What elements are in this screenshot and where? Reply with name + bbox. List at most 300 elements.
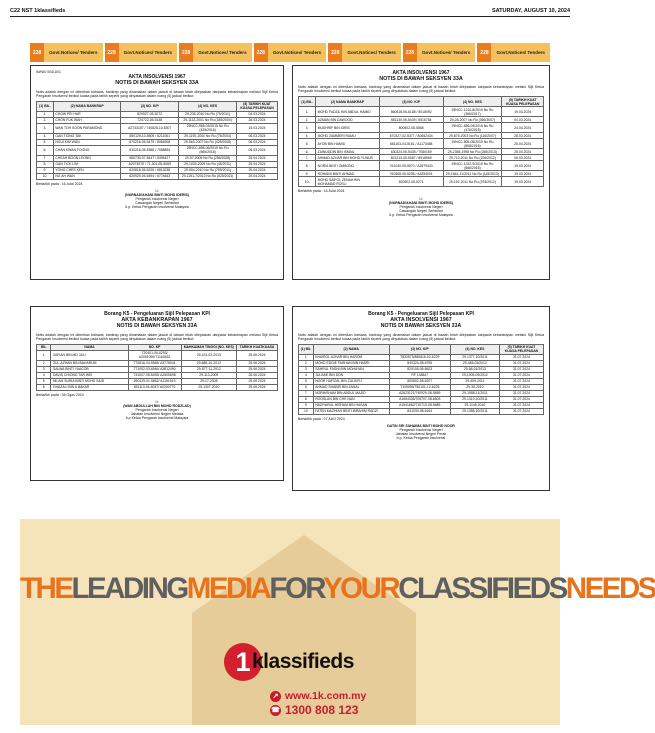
notice-title: NOTIS DI BAWAH SEKSYEN 33A bbox=[115, 80, 199, 87]
table-cell: MOHD FADZIL BIN ABDUL HAMID bbox=[316, 107, 380, 117]
table-cell: 31.07.2024 bbox=[499, 384, 543, 390]
table-cell: 31.07.2024 bbox=[499, 372, 543, 378]
table-cell: 15.03.2024 bbox=[502, 161, 544, 171]
logo-wordmark: klassifieds bbox=[252, 650, 354, 673]
table-cell: 31.07.2024 bbox=[499, 354, 543, 360]
tag-word: LEADING bbox=[71, 572, 187, 605]
notice-signature bbox=[298, 424, 544, 440]
tag-word: YOUR bbox=[323, 572, 399, 605]
notice-intro: Notis adalah dengan ini diberikan bahawa, bankrap yang dinamakan dalam jadual di bawah telah dilepaskan daripada kebankrapan melalui Sijil Ketua Pengarah Insolvensi berikut kuasa pada tarikh seperti yang dinyatakan dalam ruang (5) jadual berikut: bbox=[298, 85, 544, 94]
table-cell: 25.04.2024 bbox=[236, 167, 277, 173]
table-row bbox=[37, 145, 278, 155]
table-cell: 29-1307-2010 bbox=[181, 384, 236, 390]
table-cell: 29-1151-7/2013 No Ru (625/2021) bbox=[179, 173, 237, 179]
tab-number: 228 bbox=[179, 43, 193, 62]
table-header-row bbox=[299, 344, 544, 354]
table-cell: 9 bbox=[299, 402, 314, 408]
table-cell: 9. bbox=[37, 167, 54, 173]
table-cell: AZMAN BIN DAWOOD bbox=[316, 117, 380, 123]
tab-govt-notices[interactable] bbox=[403, 43, 476, 62]
table-cell: 29-563-2007 No Ru (425/2008) bbox=[179, 139, 237, 145]
table-cell: AHMAD AZHAR BIN MOHD YUNUS bbox=[316, 155, 380, 161]
table-cell: 720401-06-6293/ A2051059/T1163432 bbox=[128, 350, 181, 360]
table-row bbox=[299, 107, 544, 117]
table-cell: 29NCC-898-06/2015 No Ru (665/2016) bbox=[179, 145, 237, 155]
signature-line: DATIN SRI SUHAIMA BINTI MOHD NOOR bbox=[387, 424, 455, 428]
table-cell: 8. bbox=[37, 161, 54, 167]
signature-line: t.t bbox=[419, 196, 423, 201]
column-header: BIL bbox=[37, 344, 51, 350]
column-header: (1) BIL. bbox=[37, 101, 54, 111]
tab-govt-notices[interactable] bbox=[179, 43, 252, 62]
table-cell: 25.06.2024 bbox=[237, 372, 278, 378]
table-row bbox=[299, 161, 544, 171]
tab-label: Govt.Notices/ Tenders bbox=[49, 49, 98, 55]
table-cell: 10. bbox=[37, 173, 54, 179]
table-cell: 31.07.2024 bbox=[499, 396, 543, 402]
table-cell: 4. bbox=[37, 133, 54, 139]
tab-govt-notices[interactable] bbox=[30, 43, 103, 62]
column-header: (2) NAMA BANKRAP bbox=[53, 101, 120, 111]
table-cell: 19.03.2024 bbox=[502, 177, 544, 187]
table-cell: 800502-08-5565 bbox=[379, 123, 443, 133]
table-cell: 25.06.2024 bbox=[237, 366, 278, 372]
table-cell: ZUL-AZHAN BIN BAHARUM bbox=[51, 360, 128, 366]
notice-signature bbox=[36, 189, 278, 209]
table-cell: SALWA BINTI YAACOB bbox=[51, 366, 128, 372]
table-cell: ZAFIAN BIN MD JALI bbox=[51, 350, 128, 360]
table-cell: 25.06.2024 bbox=[237, 360, 278, 366]
column-header: (5) TARIKH KUAT KUASA PELEPASAN bbox=[499, 344, 543, 354]
table-cell: 29-504-2010 No Ru (755/2011) bbox=[179, 167, 237, 173]
table-cell: 29-877-11-2012 bbox=[181, 366, 236, 372]
tab-govt-notices[interactable] bbox=[477, 43, 550, 62]
table-cell: CHON FUK WAH bbox=[53, 117, 120, 123]
page-header-date: SATURDAY, AUGUST 10, 2024 bbox=[491, 8, 570, 14]
column-header: (1) BIL bbox=[299, 344, 314, 354]
table-cell: 29-1661-11/2011 No Ru (116/2013) bbox=[443, 171, 502, 177]
table-cell: 28.03.2024 bbox=[502, 133, 544, 139]
table-cell: KHAIROL AZHAR BIN HAROM bbox=[313, 354, 389, 360]
table-cell: 29NCC-1210-8/2015 No Ru (366/2017) bbox=[443, 107, 502, 117]
column-header: (5) TARIKH KUAT KUASA PELEPASAN bbox=[502, 97, 544, 107]
logo-number-badge: 1 bbox=[224, 643, 262, 681]
table-cell: 731007-05-5493/ A2505698 bbox=[128, 372, 181, 378]
table-cell: ROOSLAN BIN CHE NAN bbox=[313, 396, 389, 402]
table-cell: 29-1319-10/2011 bbox=[450, 396, 499, 402]
table-cell: 25.04.2024 bbox=[502, 139, 544, 149]
tab-number: 228 bbox=[105, 43, 119, 62]
signature-line: Pengarah Insolvensi Negeri bbox=[135, 408, 179, 413]
table-cell: 29-875-2003 No Ru (116/2007) bbox=[443, 133, 502, 139]
notice-title: AKTA INSOLVENSI 1967 bbox=[128, 74, 186, 81]
table-cell: 7. bbox=[37, 155, 54, 161]
table-cell: 6. bbox=[299, 149, 316, 155]
page-header-left: C22 NST 1klassifieds bbox=[10, 8, 66, 14]
table-cell: 24.04.2024 bbox=[502, 123, 544, 133]
table-cell: 1 bbox=[37, 350, 51, 360]
tag-word: NEEDS bbox=[565, 572, 655, 605]
signature-line: (NURNADIAHANI BINTI MOHD IDERIS) bbox=[389, 200, 453, 205]
advert-website[interactable]: www.1k.com.my bbox=[285, 690, 367, 702]
table-cell: A2623121/740929-08-5659 bbox=[389, 390, 450, 396]
signature-line: t.t bbox=[155, 400, 159, 404]
table-cell: 31.07.2024 bbox=[499, 360, 543, 366]
tab-number: 228 bbox=[30, 43, 44, 62]
phone-icon: ☎ bbox=[270, 705, 281, 716]
table-cell: AYOB BIN HAMID bbox=[316, 139, 380, 149]
table-header-row bbox=[37, 101, 278, 111]
table-cell: 10. bbox=[299, 177, 316, 187]
table-cell: 5. bbox=[299, 139, 316, 149]
table-cell: 29NCC-1312-9/2015 No Ru (666/2016) bbox=[443, 161, 502, 171]
signature-line: Cawangan Negeri Sembilan bbox=[399, 208, 443, 213]
table-cell: WAN TOH SOON PARAMOND bbox=[53, 123, 120, 133]
table-cell: GHAZALI BIN A BAKAR bbox=[51, 384, 128, 390]
table-cell: 4. bbox=[299, 133, 316, 139]
notice-title: Borang K5 - Pengeluaran Sijil Pelepasan KPI bbox=[368, 311, 474, 317]
table-row bbox=[299, 123, 544, 133]
tab-number: 228 bbox=[328, 43, 342, 62]
table-cell: 06.03.2024 bbox=[236, 139, 277, 145]
table-cell: MOHD EDDIE FARHAN BIN HASRI bbox=[313, 360, 389, 366]
table-cell: 841030-08-6164 bbox=[389, 408, 450, 414]
table-cell: 560516-06-6185 / 5018092 bbox=[379, 107, 443, 117]
table-cell: 3 bbox=[299, 366, 314, 372]
signature-line: t.t bbox=[155, 189, 159, 194]
table-cell: NOOR HAFIZAL BIN ZULKIFLI bbox=[313, 378, 389, 384]
table-cell: JULIMIE BIN DON bbox=[313, 372, 389, 378]
table-cell: 25.04.2024 bbox=[502, 149, 544, 155]
table-cell: 29-1149-2010 bbox=[450, 402, 499, 408]
table-cell: 29-192-2011 No Ru (376/2012) bbox=[443, 177, 502, 187]
table-cell: 7 bbox=[299, 390, 314, 396]
signature-line: b.p. Ketua Pengarah Insolvensi Malaysia bbox=[389, 213, 453, 218]
table-cell: CHAN KWAN FOONG bbox=[53, 145, 120, 155]
table-cell: 7. bbox=[299, 155, 316, 161]
table-cell: 29-131-02-2013 bbox=[181, 350, 236, 360]
column-header: (2) NAMA bbox=[313, 344, 389, 354]
notice-title: NOTIS DI BAWAH SEKSYEN 33A bbox=[116, 323, 198, 330]
table-cell: 25.06.2024 bbox=[237, 378, 278, 384]
signature-line: Jabatan Insolvensi Negeri Melaka bbox=[130, 412, 184, 417]
column-header: NAMA bbox=[51, 344, 128, 350]
table-cell: 620818-05-5225 / 6813238 bbox=[121, 167, 179, 173]
table-cell: 610216-05-5368 / 7088894 bbox=[121, 145, 179, 155]
tab-label: Govt.Notices/ Tenders bbox=[347, 49, 396, 55]
advert-contact bbox=[270, 689, 366, 717]
signature-line: Pengarah Insolvensi Negeri bbox=[399, 428, 443, 433]
table-header-row bbox=[299, 97, 544, 107]
table-cell: T832573/850816-02-5229 bbox=[389, 354, 450, 360]
table-row bbox=[299, 408, 544, 414]
table-cell: 681103-04-5161 / A1173458 bbox=[379, 139, 443, 149]
table-cell: 31.07.2024 bbox=[499, 402, 543, 408]
table-cell: A1654335/700707-08-6503 bbox=[389, 396, 450, 402]
table-cell: 821213-05-5087 / 8918969 bbox=[379, 155, 443, 161]
cursor-icon: ↗ bbox=[270, 691, 281, 702]
table-cell: 25.04.2024 bbox=[236, 155, 277, 161]
table-cell: 10 bbox=[299, 408, 314, 414]
table-cell: NGUI KIM WAN bbox=[53, 139, 120, 145]
notice-intro: Notis adalah dengan ini diberikan bahawa, bankrap yang dinamakan dalam jadual di bawah telah dilepaskan daripada kebankrapan melalui Sijil Ketua Pengarah Insolvensi berikut kuasa pada tarikh seperti yang dinyatakan dalam ruang (5) jadual berikut: bbox=[36, 89, 278, 98]
table-cell: MUSHRIF BIN IDRIS bbox=[316, 123, 380, 133]
notice-title: Borang K5 - Pengeluaran Sijil Pelepasan KPI bbox=[104, 311, 210, 317]
table-cell: 06.03.2024 bbox=[502, 155, 544, 161]
table-cell: 5 bbox=[299, 378, 314, 384]
table-cell: SAHRUL FASHI BIN MOHAYAN bbox=[313, 366, 389, 372]
table-cell: 2. bbox=[299, 117, 316, 123]
table-cell: 31.07.2024 bbox=[499, 408, 543, 414]
tab-label: Govt.Notices/ Tenders bbox=[198, 49, 247, 55]
column-header: (3) NO. K/P bbox=[121, 101, 179, 111]
notice-table bbox=[298, 96, 544, 187]
table-cell: ZAINUDDIN BIN ISMAIL bbox=[316, 149, 380, 155]
tag-word: FOR bbox=[269, 572, 323, 605]
table-cell: 720722-05-5148 bbox=[121, 117, 179, 123]
table-cell: 04.03.2024 bbox=[236, 111, 277, 117]
table-cell: NG AH WAN bbox=[53, 173, 120, 179]
notice-title: AKTA INSOLVENSI 1967 bbox=[390, 317, 452, 323]
table-cell: 820527-05-5272 bbox=[121, 111, 179, 117]
table-cell: 771002-03-6946/ A3812490 bbox=[128, 366, 181, 372]
table-cell: A2733157 / 740825-10-5307 bbox=[121, 123, 179, 133]
tag-word: MEDIA bbox=[186, 572, 270, 605]
notice-date: Bertarikh pada : 16 Julai 2024 bbox=[298, 189, 345, 194]
table-cell: MOHD ZAMMERI RAMLI bbox=[316, 133, 380, 139]
table-cell: 770816-04-5565/ A3778041 bbox=[128, 360, 181, 366]
table-cell: 29-1190-2000 No Ru (75/2004) bbox=[179, 133, 237, 139]
table-cell: 29-486-03/2012 bbox=[450, 360, 499, 366]
table-cell: 25.06.2024 bbox=[237, 350, 278, 360]
table-cell: 29NCC-965-03/2015 No Ru (425/2016) bbox=[179, 123, 237, 133]
notice-k5-perak bbox=[292, 306, 550, 491]
klassifieds-logo bbox=[194, 643, 414, 687]
table-cell: T109095/750101-12-6225 bbox=[389, 384, 450, 390]
table-cell: CHEAH BOON LEONG bbox=[53, 155, 120, 161]
table-row bbox=[37, 123, 278, 133]
column-header: (4) NO. KES bbox=[450, 344, 499, 354]
table-row bbox=[299, 139, 544, 149]
tab-govt-notices[interactable] bbox=[254, 43, 327, 62]
table-cell: A1941662/710713-08-5689 bbox=[389, 402, 450, 408]
table-cell: 29-713-2011 No Ru (226/2012) bbox=[443, 155, 502, 161]
signature-line: (WAN ABDULLAH BIN MOHD RODZLAD) bbox=[123, 404, 191, 409]
notice-table bbox=[36, 344, 278, 391]
table-cell: 29-28-2007 No Ru (366/2007) bbox=[443, 117, 502, 123]
table-cell: 6 bbox=[299, 384, 314, 390]
table-cell: 29-1377-10/2011 bbox=[450, 354, 499, 360]
notice-signature bbox=[36, 400, 278, 420]
tab-number: 228 bbox=[403, 43, 417, 62]
table-row bbox=[299, 177, 544, 187]
table-cell: 29-1033-2009 No Ru (45/2011) bbox=[179, 161, 237, 167]
table-cell: 3 bbox=[37, 366, 51, 372]
table-cell: 580730-07-5447 / 5495427 bbox=[121, 155, 179, 161]
table-row bbox=[37, 350, 278, 360]
signature-line: b.p Ketua Pengarah Insolvensi Malaysia bbox=[125, 416, 189, 421]
column-header: (4) NO. KES bbox=[443, 97, 502, 107]
table-cell: 651113-04-5037/ A0200770 bbox=[128, 384, 181, 390]
table-cell: 2 bbox=[37, 360, 51, 366]
table-cell: 06.03.2024 bbox=[236, 133, 277, 139]
column-header: (5) TARIKH KUAT KUASA PELEPASAN bbox=[236, 101, 277, 111]
table-cell: CHOW PEI HAR bbox=[53, 111, 120, 117]
notice-intro: Notis adalah dengan ini diberikan bahawa, bankrap yang dinamakan dalam jadual di bawah telah dilepaskan daripada kebankrapan melalui Sijil Ketua Pengarah Insolvensi berikut kuasa pada tarikh seperti yang dinyatakan dalam ruang (5) jadual berikut: bbox=[36, 332, 278, 341]
table-cell: 620929-05-5494 / 6774843 bbox=[121, 173, 179, 179]
column-header: (2) NAMA BANKRAP bbox=[316, 97, 380, 107]
table-cell: 800802-08-5207 bbox=[389, 378, 450, 384]
page-header bbox=[10, 6, 570, 17]
tab-label: Govt.Notices/ Tenders bbox=[421, 49, 471, 55]
advert-phone[interactable]: 1300 808 123 bbox=[285, 703, 359, 717]
table-cell: 29-17-2008 bbox=[181, 378, 236, 384]
column-header: TARIKH KUATKUASA bbox=[237, 344, 278, 350]
table-cell: 29NCC-805-05/2015 No Ru (808/2016) bbox=[443, 139, 502, 149]
table-cell: 550129-10-5505 / 6211061 bbox=[121, 133, 179, 139]
tab-number: 228 bbox=[254, 43, 268, 62]
section-tabs bbox=[30, 43, 550, 62]
notice-title: AKTA INSOLVENSI 1967 bbox=[392, 70, 450, 76]
table-cell: 3. bbox=[299, 123, 316, 133]
table-cell: 29-1958-11/2011 bbox=[450, 390, 499, 396]
column-header: NO. KP bbox=[128, 344, 181, 350]
table-cell: 29-235-2010 No Ru (75/2011) bbox=[179, 111, 237, 117]
table-cell: 25.06.2024 bbox=[237, 384, 278, 390]
table-cell: 29-409-2011 bbox=[450, 378, 499, 384]
notice-table bbox=[36, 101, 278, 180]
table-cell: GAN TIONG TAK bbox=[53, 133, 120, 139]
table-cell: A2074570 / 71.301-05-5069 bbox=[121, 161, 179, 167]
table-cell: 5. bbox=[37, 139, 54, 145]
table-cell: 29-113-2009 bbox=[181, 372, 236, 378]
advert-tagline bbox=[20, 572, 655, 605]
notice-k5-melaka bbox=[30, 306, 284, 481]
table-cell: 6 bbox=[37, 384, 51, 390]
table-row bbox=[37, 384, 278, 390]
tab-govt-notices[interactable] bbox=[105, 43, 178, 62]
table-cell: HAZIYARUL HISHAM BIN HASAN bbox=[313, 402, 389, 408]
table-cell: 840324-08-6755 bbox=[389, 360, 450, 366]
signature-line: Pengarah Insolvensi Negeri bbox=[135, 197, 179, 202]
table-cell: 6. bbox=[37, 145, 54, 155]
table-cell: 1. bbox=[299, 107, 316, 117]
table-cell: 1. bbox=[37, 111, 54, 117]
table-cell: 31.07.2024 bbox=[499, 378, 543, 384]
table-cell: 31.07.2024 bbox=[499, 390, 543, 396]
notice-ref: IN/NS/ 004/10/1 bbox=[36, 70, 61, 74]
table-cell: 8. bbox=[299, 161, 316, 171]
signature-line: Pengarah Insolvensi Negeri bbox=[399, 204, 443, 209]
table-cell: 04.03.2024 bbox=[502, 117, 544, 123]
table-cell: 25.04.2024 bbox=[236, 173, 277, 179]
table-cell: 29-2355-1998 No Ru (255/2013) bbox=[443, 149, 502, 155]
table-cell: DAVID CHIONG TAR WEI bbox=[51, 372, 128, 378]
table-cell: 29-58-01/2013 bbox=[450, 366, 499, 372]
table-cell: GAN TICK LIM bbox=[53, 161, 120, 167]
notice-title: NOTIS DI BAWAH SEKSYEN 33A bbox=[380, 323, 462, 330]
signature-line: (NURNADIAHANI BINTI MOHD IDERIS) bbox=[125, 193, 189, 198]
table-cell: 25.04.2024 bbox=[236, 161, 277, 167]
tag-word: THE bbox=[20, 572, 72, 605]
table-cell: 2 bbox=[299, 360, 314, 366]
notice-intro: Notis adalah dengan ini diberikan bahawa, bankrap yang dinamakan dalam jadual di bawah telah dilepaskan daripada kebankrapan melalui Sijil Ketua Pengarah Insolvensi berikut kuasa pada tarikh seperti yang dinyatakan dalam ruang (5) jadual berikut: bbox=[298, 332, 544, 341]
table-cell: 630324-05-5435 / 7080159 bbox=[379, 149, 443, 155]
table-cell: 8 bbox=[299, 396, 314, 402]
notice-table bbox=[298, 344, 544, 415]
table-cell: NORHISHAM BIN ABDUL MAJID bbox=[313, 390, 389, 396]
table-cell: AHMAD SHABIR BIN JAMAL bbox=[313, 384, 389, 390]
table-cell: ROHAINI BINTI AHMAD bbox=[316, 171, 380, 177]
notice-title: AKTA KEBANKRAPAN 1967 bbox=[121, 317, 193, 323]
signature-line: Jabatan Insolvensi Negeri Perak bbox=[395, 432, 447, 437]
signature-line: b.p. Ketua Pengarah Insolvensi Malaysia bbox=[125, 205, 189, 210]
notice-signature bbox=[298, 197, 544, 217]
table-cell: 9. bbox=[299, 171, 316, 177]
signature-line: b.p. Ketua Pengarah Insolvensi bbox=[396, 436, 446, 441]
table-cell: 570216-05-5479 / 8064908 bbox=[121, 139, 179, 145]
table-cell: 581130-05-5439 / 5516784 bbox=[379, 117, 443, 123]
table-cell: 760308-05-5238 / A3254001 bbox=[379, 171, 443, 177]
column-header: (3) NO. K/P bbox=[389, 344, 450, 354]
table-cell: 761030-05-5570 / A2879433 bbox=[379, 161, 443, 171]
table-cell: 29NCC-656-04/2015 No Ru (476/2015) bbox=[443, 123, 502, 133]
table-cell: 15.03.2024 bbox=[236, 123, 277, 133]
table-cell: NORIA BINTI OMBONG bbox=[316, 161, 380, 171]
tab-label: Govt.Notices/ Tenders bbox=[272, 49, 322, 55]
table-cell: 31.07.2024 bbox=[499, 366, 543, 372]
notice-title: NOTIS DI BAWAH SEKSYEN 33A bbox=[379, 76, 463, 82]
tag-word: CLASSIFIEDS bbox=[398, 572, 566, 605]
tab-label: Govt.Notices/ Tenders bbox=[123, 49, 173, 55]
table-cell: 29-1909-09/2012 bbox=[450, 372, 499, 378]
notice-date: Bertarikh pada : 07 AUG 2024 bbox=[298, 416, 345, 421]
table-cell: 820502-05-5271 bbox=[379, 177, 443, 187]
table-cell: FATEN MAZHIAH BINTI IBRAHIM RADZI bbox=[313, 408, 389, 414]
column-header: (4) NO. KES bbox=[179, 101, 237, 111]
table-cell: RF 148847 bbox=[389, 372, 450, 378]
table-cell: 29-1358-10/2011 bbox=[450, 408, 499, 414]
tab-number: 228 bbox=[477, 43, 491, 62]
notice-date: Bertarikh pada : 16 Julai 2024 bbox=[36, 181, 83, 186]
signature-line: Cawangan Negeri Sembilan bbox=[135, 201, 179, 206]
table-cell: 19.03.2024 bbox=[502, 171, 544, 177]
table-cell: 29-1112-2001 No Ru (185/2004) bbox=[179, 117, 237, 123]
notice-insolvensi-ns-1 bbox=[30, 65, 284, 280]
table-cell: 5 bbox=[37, 378, 51, 384]
table-cell: 28.03.2024 bbox=[236, 117, 277, 123]
table-cell: 29-685-10-2012 bbox=[181, 360, 236, 366]
table-cell: 1 bbox=[299, 354, 314, 360]
table-cell: 870327-02-5377 / A0652434 bbox=[379, 133, 443, 139]
column-header: (1) BIL. bbox=[299, 97, 316, 107]
tab-govt-notices[interactable] bbox=[328, 43, 401, 62]
notice-insolvensi-ns-2 bbox=[292, 65, 550, 280]
table-row bbox=[37, 173, 278, 179]
table-cell: 19.03.2024 bbox=[502, 107, 544, 117]
table-cell: 4 bbox=[37, 372, 51, 378]
table-cell: 3. bbox=[37, 123, 54, 133]
table-cell: 29-57-2006 No Ru (255/2008) bbox=[179, 155, 237, 161]
table-cell: 06.03.2024 bbox=[236, 145, 277, 155]
table-cell: NILAM SURIA BINTI MOHD SAID bbox=[51, 378, 128, 384]
table-cell: 4 bbox=[299, 372, 314, 378]
table-cell: 29-30-2010 bbox=[450, 384, 499, 390]
table-cell: YONG CHEE KEN bbox=[53, 167, 120, 173]
column-header: (3) NO. K/P bbox=[379, 97, 443, 107]
table-cell: 2. bbox=[37, 117, 54, 123]
table-cell: 690129-01-5862/ A1151519 bbox=[128, 378, 181, 384]
